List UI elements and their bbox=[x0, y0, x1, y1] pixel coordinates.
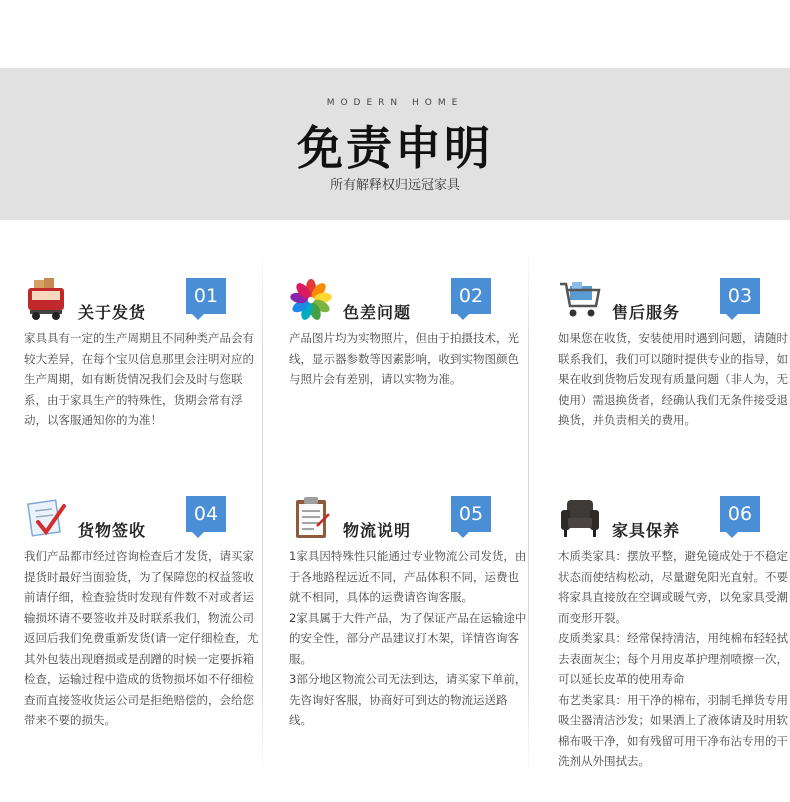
card-furniture-care bbox=[558, 496, 790, 786]
card-number: 04 bbox=[186, 496, 226, 532]
armchair-icon bbox=[558, 496, 602, 540]
card-paragraph: 木质类家具：摆放平整，避免镜成处于不稳定状态而使结构松动，尽量避免阳光直射。不要将家具直接放在空调或暖气旁，以免家具受潮而变形开裂。 bbox=[558, 549, 788, 625]
clipboard-icon bbox=[289, 496, 333, 540]
card-logistics bbox=[289, 496, 529, 776]
card-body bbox=[289, 546, 527, 731]
card-paragraph: 1家具因特殊性只能通过专业物流公司发货，由于各地路程远近不同，产品体积不同，运费也就不相同，具体的运费请咨询客服。 bbox=[289, 549, 527, 604]
card-paragraph: 皮质类家具：经常保持清洁，用纯棉布轻轻拭去表面灰尘；每个月用皮革护理剂喷擦一次，可以延长皮革的使用寿命 bbox=[558, 631, 788, 686]
delivery-truck-icon bbox=[24, 278, 68, 322]
card-number: 02 bbox=[451, 278, 491, 314]
card-body bbox=[558, 546, 790, 772]
card-number: 06 bbox=[720, 496, 760, 532]
card-after-sales bbox=[558, 278, 790, 478]
card-heading: 色差问题 bbox=[343, 303, 412, 322]
card-heading: 货物签收 bbox=[78, 521, 147, 540]
card-goods-receipt bbox=[24, 496, 264, 776]
card-number: 05 bbox=[451, 496, 491, 532]
card-shipping bbox=[24, 278, 264, 478]
header-banner bbox=[0, 68, 790, 220]
card-body bbox=[24, 546, 262, 731]
card-number: 01 bbox=[186, 278, 226, 314]
card-body bbox=[558, 328, 790, 431]
signed-form-checkmark-icon bbox=[24, 496, 68, 540]
card-paragraph: 2家具属于大件产品，为了保证产品在运输途中的安全性，部分产品建议打木架，详情咨询客服。 bbox=[289, 610, 527, 666]
card-heading: 物流说明 bbox=[343, 521, 412, 540]
banner-subtitle: MODERN HOME bbox=[326, 98, 464, 108]
card-paragraph: 家具具有一定的生产周期且不同种类产品会有较大差异，在每个宝贝信息那里会注明对应的生产周期，如有断货情况我们会及时与您联系，由于家具生产的特殊性，货期会常有浮动，以客服通知你的为准！ bbox=[24, 331, 254, 427]
card-heading: 家具保养 bbox=[612, 521, 681, 540]
card-body bbox=[24, 328, 262, 431]
shopping-cart-icon bbox=[558, 278, 602, 322]
card-paragraph: 如果您在收货，安装使用时遇到问题，请随时联系我们，我们可以随时提供专业的指导，如果在收到货物后发现有质量问题（非人为，无使用）需退换货者，经确认我们无条件接受退换货，并负责相关的费用。 bbox=[558, 331, 788, 427]
banner-caption: 所有解释权归远冠家具 bbox=[329, 178, 460, 193]
card-paragraph: 布艺类家具：用干净的棉布，羽制毛掸货专用吸尘器清洁沙发；如果洒上了液体请及时用软棉布吸干净，如有残留可用干净布沾专用的干洗剂从外围拭去。 bbox=[558, 692, 788, 768]
card-number: 03 bbox=[720, 278, 760, 314]
card-heading: 售后服务 bbox=[612, 303, 681, 322]
card-paragraph: 3部分地区物流公司无法到达，请买家下单前，先咨询好客服，协商好可到达的物流运送路线。 bbox=[289, 672, 527, 727]
card-heading: 关于发货 bbox=[78, 303, 147, 322]
card-paragraph: 我们产品都市经过咨询检查后才发货，请买家提货时最好当面验货，为了保障您的权益签收前请仔细，检查验货时发现有件数不对或者运输损坏请不要签收并及时联系我们，物流公司返回后我们免费重新发货(请一定仔细检查，尤其外包装出现磨损或是刮蹭的时候一定要拆箱检查，运输过程中造成的货物损坏如不仔细检查而直接签收货运公司是拒绝赔偿的，会给您带来不要的损失。 bbox=[24, 549, 259, 727]
card-paragraph: 产品图片均为实物照片，但由于拍摄技术，光线，显示器参数等因素影响，收到实物图颜色与照片会有差别，请以实物为准。 bbox=[289, 331, 519, 386]
card-body bbox=[289, 328, 527, 390]
card-color-difference bbox=[289, 278, 529, 478]
color-wheel-icon bbox=[289, 278, 333, 322]
page-title: 免责申明 bbox=[297, 121, 493, 175]
